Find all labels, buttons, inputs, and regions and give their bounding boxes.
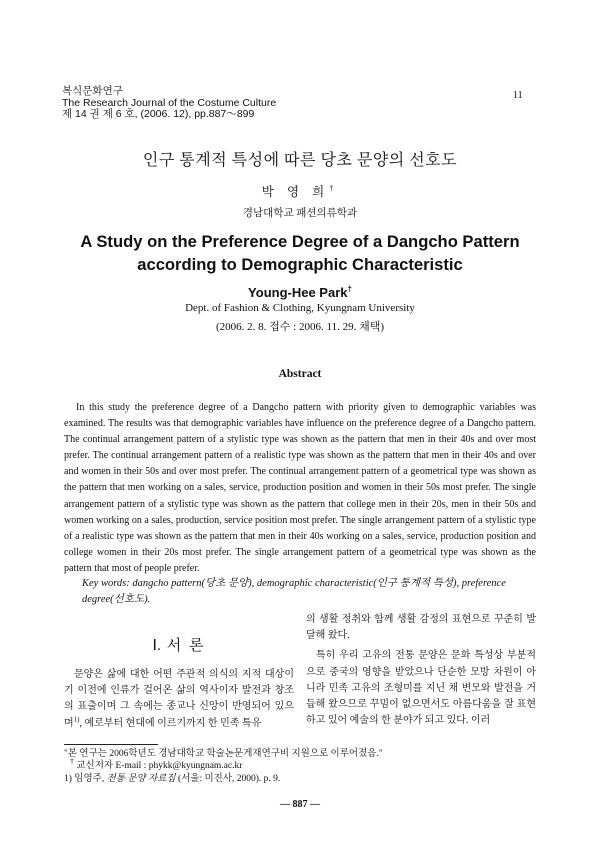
page-label: 11	[513, 90, 523, 101]
section-number: Ⅰ.	[152, 637, 162, 654]
page-number: ― 887 ―	[280, 799, 320, 810]
left-column	[64, 612, 294, 732]
author-english-name: Young-Hee Park	[248, 285, 348, 300]
section-heading-introduction	[64, 634, 294, 655]
intro-paragraph-1-text: 문양은 삶에 대한 어떤 주관적 의식의 지적 대상이기 이전에 인류가 걸어온 삶의 역사이자 발전과 창조의 표출이며 그 속에는 종교나 신앙이 반영되어 있으며	[64, 669, 294, 729]
corresponding-mark: †	[70, 757, 74, 767]
footnotes	[64, 748, 544, 785]
affiliation-english: Dept. of Fashion & Clothing, Kyungnam University	[185, 302, 415, 314]
received-accepted-dates: (2006. 2. 8. 접수 : 2006. 11. 29. 채택)	[216, 321, 384, 333]
title-english: A Study on the Preference Degree of a Dangcho Pattern according to Demographic Characteristic	[80, 232, 520, 274]
abstract-body: In this study the preference degree of a Dangcho pattern with priority given to demographic variables was examined. The results was that demographic variables have influence on the preference degree of a Dangcho pattern. The continual arrangement pattern of a stylistic type was shown as the pattern that men in their 40s and over most prefer. The continual arrangement pattern of a realistic type was shown as the pattern that men in their 40s and over and women in their 50s and over most prefer. The continual arrangement pattern of a geometrical type was shown as the pattern that men working on a sales, service, production position and women in their 50s most prefer. The single arrangement pattern of a stylistic type was shown as the pattern that college men in their 20s, men in their 50s and women working on a sales, production, service position most prefer. The single arrangement pattern of a stylistic type of a realistic type was shown as the pattern that men in their 40s working on a sales, service, production position and college women in their 20s most prefer. The single arrangement pattern of a geometrical type was shown as the pattern that most of people prefer.	[64, 402, 536, 574]
journal-citation: 제 14 권 제 6 호, (2006. 12), pp.887～899	[62, 108, 255, 120]
journal-header	[62, 86, 276, 121]
footnote-reference-1	[64, 773, 544, 785]
author-mark: †	[329, 183, 339, 193]
footnote-divider	[64, 744, 158, 745]
footnote-publication: (서울: 미진사, 2000). p. 9.	[177, 773, 281, 784]
intro-paragraph-1-end: , 예로부터 현대에 이르기까지 한 민족 특유	[79, 717, 262, 729]
intro-paragraph-1	[64, 667, 294, 732]
footnote-number: 1)	[64, 773, 72, 784]
intro-paragraph-2: 특히 우리 고유의 전통 문양은 문화 특성상 부분적으로 중국의 영향을 받았으나 단순한 모방 차원이 아니라 민족 고유의 조형미를 지닌 채 변모와 발전을 거듭해 왔으므로 꾸밈이 없으면서도 아름다움을 잘 표현하고 있어 예술의 한 분야가 되고 있다. 이러	[306, 650, 536, 727]
abstract-heading: Abstract	[278, 368, 322, 380]
affiliation-korean: 경남대학교 패션의류학과	[242, 208, 358, 219]
author-english	[0, 285, 600, 300]
author-korean	[0, 182, 600, 200]
footnote-funding: "본 연구는 2006학년도 경남대학교 학술논문게재연구비 지원으로 이루어졌음."	[64, 749, 383, 759]
section-title: 서 론	[166, 638, 206, 654]
author-english-mark: †	[347, 284, 352, 294]
right-column	[306, 612, 536, 729]
intro-paragraph-continued: 의 생활 정취와 함께 생활 감정의 표현으로 꾸준히 발달해 왔다.	[306, 614, 536, 642]
journal-name-korean: 복식문화연구	[62, 85, 123, 97]
keywords-label: Key words:	[82, 578, 130, 589]
journal-name-english: The Research Journal of the Costume Culture	[62, 96, 277, 109]
footnote-book-title: 전통 문양 자료집	[106, 773, 176, 784]
footnote-author: 임영주,	[74, 773, 105, 784]
author-korean-name: 박 영 희	[261, 185, 330, 199]
corresponding-email: 교신저자 E-mail : phykk@kyungnam.ac.kr	[76, 761, 243, 772]
footnote-corresponding	[64, 757, 544, 772]
title-korean: 인구 통계적 특성에 따른 당초 문양의 선호도	[142, 152, 458, 169]
footnote-ref-1: 1)	[73, 715, 80, 724]
keywords	[82, 576, 534, 608]
keywords-text: dangcho pattern(당초 문양), demographic characteristic(인구 통계적 특성), preference degree(선호도).	[82, 578, 506, 605]
